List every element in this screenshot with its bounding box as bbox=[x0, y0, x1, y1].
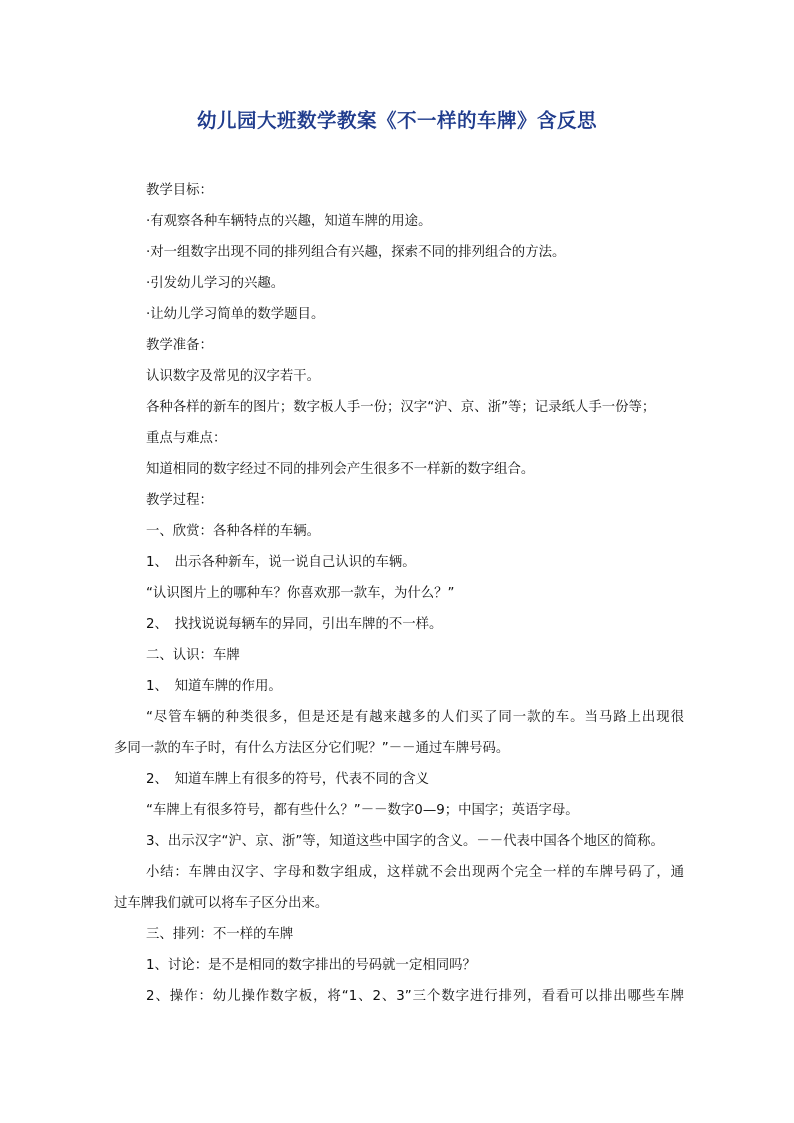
section-heading: 一、欣赏：各种各样的车辆。 bbox=[146, 524, 321, 539]
document-title: 幼儿园大班数学教案《不一样的车牌》含反思 bbox=[196, 109, 597, 132]
paragraph: 认识数字及常见的汉字若干。 bbox=[146, 369, 321, 384]
goal-item: ·有观察各种车辆特点的兴趣，知道车牌的用途。 bbox=[146, 214, 432, 229]
quote-line: “认识图片上的哪种车？你喜欢那一款车，为什么？” bbox=[146, 586, 455, 601]
step-item: 1、 知道车牌的作用。 bbox=[146, 679, 282, 694]
summary-line-continuation: 过车牌我们就可以将车子区分出来。 bbox=[114, 896, 329, 911]
section-heading: 三、排列：不一样的车牌 bbox=[146, 927, 294, 942]
step-item: 1、 出示各种新车，说一说自己认识的车辆。 bbox=[146, 555, 416, 570]
paragraph: 各种各样的新车的图片；数字板人手一份；汉字“沪、京、浙”等；记录纸人手一份等； bbox=[146, 400, 656, 415]
heading-teaching-goals: 教学目标： bbox=[146, 183, 213, 198]
step-item: 3、出示汉字“沪、京、浙”等，知道这些中国字的含义。－－代表中国各个地区的简称。 bbox=[146, 834, 664, 849]
heading-preparation: 教学准备： bbox=[146, 338, 213, 353]
quote-line-continuation: 多同一款的车子时，有什么方法区分它们呢？”－－通过车牌号码。 bbox=[114, 741, 510, 756]
heading-process: 教学过程： bbox=[146, 493, 213, 508]
paragraph: 知道相同的数字经过不同的排列会产生很多不一样新的数字组合。 bbox=[146, 462, 535, 477]
goal-item: ·对一组数字出现不同的排列组合有兴趣，探索不同的排列组合的方法。 bbox=[146, 245, 566, 260]
quote-line: “尽管车辆的种类很多，但是还是有越来越多的人们买了同一款的车。当马路上出现很 bbox=[146, 710, 684, 725]
heading-key-points: 重点与难点： bbox=[146, 431, 227, 446]
quote-line: “车牌上有很多符号，都有些什么？”－－数字0—9；中国字；英语字母。 bbox=[146, 803, 579, 818]
step-item: 2、 知道车牌上有很多的符号，代表不同的含义 bbox=[146, 772, 430, 787]
goal-item: ·让幼儿学习简单的数学题目。 bbox=[146, 307, 325, 322]
step-item: 1、讨论：是不是相同的数字排出的号码就一定相同吗？ bbox=[146, 958, 476, 973]
section-heading: 二、认识：车牌 bbox=[146, 648, 240, 663]
summary-line: 小结：车牌由汉字、字母和数字组成，这样就不会出现两个完全一样的车牌号码了，通 bbox=[146, 865, 684, 880]
step-item: 2、 找找说说每辆车的异同，引出车牌的不一样。 bbox=[146, 617, 443, 632]
goal-item: ·引发幼儿学习的兴趣。 bbox=[146, 276, 285, 291]
step-item: 2、操作：幼儿操作数字板，将“1、2、3”三个数字进行排列，看看可以排出哪些车牌 bbox=[146, 989, 684, 1004]
